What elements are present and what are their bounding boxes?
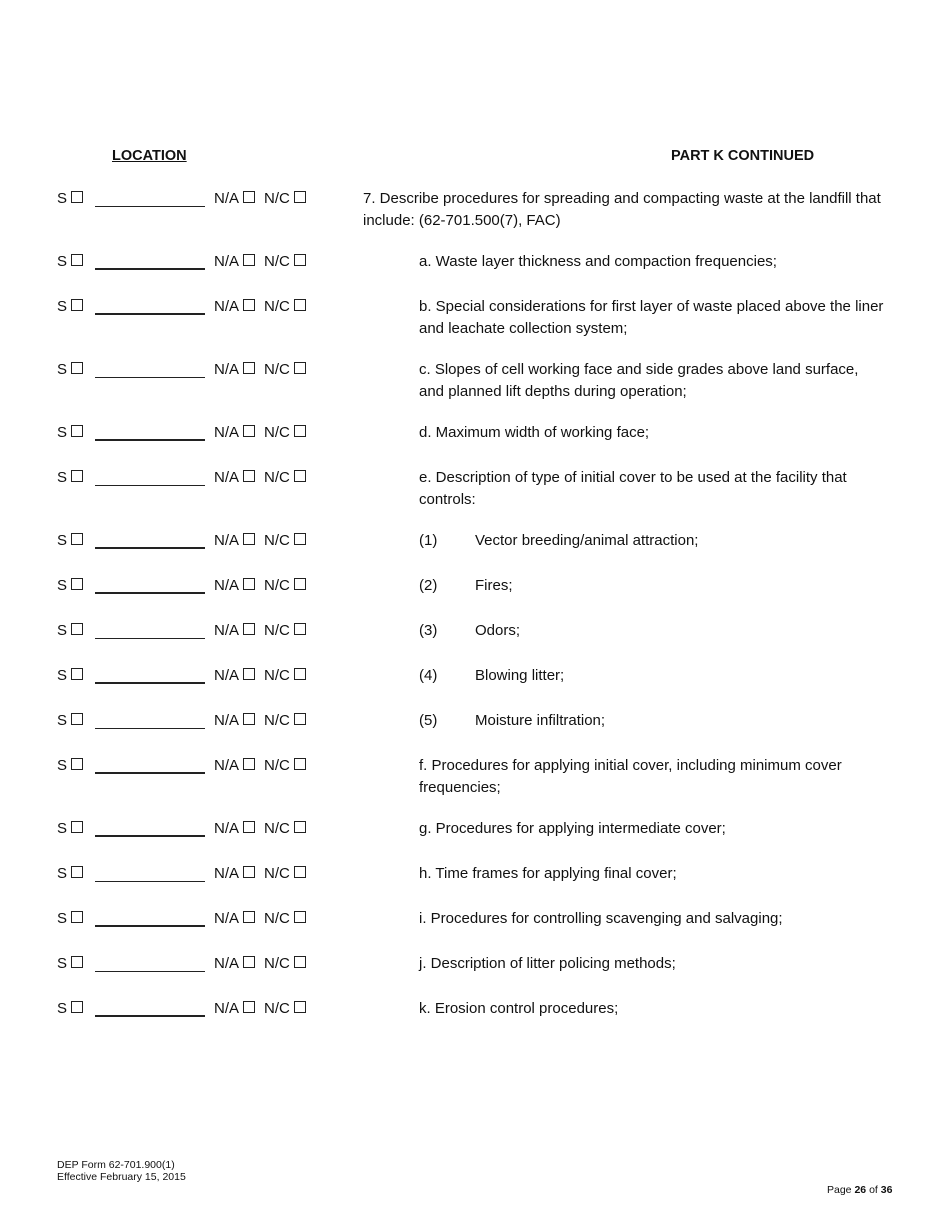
row-controls [57,710,306,730]
location-field[interactable] [95,756,205,774]
item-text: h. Time frames for applying final cover; [419,865,677,882]
s-label: S [57,864,68,882]
na-checkbox[interactable] [243,191,255,203]
na-label: N/A [214,468,240,486]
s-label: S [57,954,68,972]
item-text: d. Maximum width of working face; [419,424,650,441]
item-text: i. Procedures for controlling scavenging and salvaging; [419,910,783,927]
page-of: of [869,1184,878,1196]
s-checkbox[interactable] [71,578,83,590]
s-checkbox[interactable] [71,821,83,833]
item-text: 7. Describe procedures for spreading and compacting waste at the landfill that include: (62-701.500(7), FAC) [363,190,881,229]
nc-label: N/C [264,189,290,207]
location-field[interactable] [95,361,205,378]
row-controls [57,818,306,838]
item-text: Moisture infiltration; [475,712,606,729]
nc-checkbox[interactable] [294,911,306,923]
nc-checkbox[interactable] [294,668,306,680]
nc-label: N/C [264,909,290,927]
row-controls [57,665,306,685]
na-checkbox[interactable] [243,425,255,437]
row-controls [57,422,306,442]
na-label: N/A [214,621,240,639]
s-checkbox[interactable] [71,623,83,635]
location-field[interactable] [95,666,205,684]
item-text: k. Erosion control procedures; [419,1000,619,1017]
s-checkbox[interactable] [71,533,83,545]
row-controls [57,467,306,487]
s-checkbox[interactable] [71,956,83,968]
item-number: (2) [419,577,438,594]
na-checkbox[interactable] [243,533,255,545]
nc-checkbox[interactable] [294,623,306,635]
na-label: N/A [214,252,240,270]
na-label: N/A [214,954,240,972]
item-text: Fires; [475,577,513,594]
location-field[interactable] [95,999,205,1017]
location-field[interactable] [95,576,205,594]
s-label: S [57,756,68,774]
s-checkbox[interactable] [71,866,83,878]
page-current: 26 [854,1184,867,1196]
item-text: Vector breeding/animal attraction; [475,532,699,549]
row-controls [57,755,306,775]
item-text: e. Description of type of initial cover to be used at the facility that controls: [419,469,847,508]
nc-label: N/C [264,621,290,639]
nc-label: N/C [264,360,290,378]
nc-checkbox[interactable] [294,578,306,590]
nc-checkbox[interactable] [294,362,306,374]
location-field[interactable] [95,423,205,441]
nc-checkbox[interactable] [294,821,306,833]
na-checkbox[interactable] [243,758,255,770]
nc-label: N/C [264,468,290,486]
na-checkbox[interactable] [243,1001,255,1013]
item-text: Blowing litter; [475,667,565,684]
item-text: g. Procedures for applying intermediate cover; [419,820,726,837]
na-checkbox[interactable] [243,362,255,374]
item-text: f. Procedures for applying initial cover, including minimum cover frequencies; [419,757,842,796]
na-checkbox[interactable] [243,299,255,311]
location-field[interactable] [95,819,205,837]
nc-checkbox[interactable] [294,254,306,266]
page-total: 36 [880,1184,893,1196]
s-label: S [57,252,68,270]
location-field[interactable] [95,190,205,207]
s-checkbox[interactable] [71,668,83,680]
item-number: (3) [419,622,438,639]
na-label: N/A [214,576,240,594]
nc-label: N/C [264,954,290,972]
na-checkbox[interactable] [243,713,255,725]
s-label: S [57,423,68,441]
location-field[interactable] [95,865,205,882]
s-checkbox[interactable] [71,470,83,482]
na-label: N/A [214,297,240,315]
na-label: N/A [214,666,240,684]
effective-date: Effective February 15, 2015 [57,1171,186,1183]
nc-label: N/C [264,999,290,1017]
location-field[interactable] [95,955,205,972]
nc-checkbox[interactable] [294,956,306,968]
nc-checkbox[interactable] [294,299,306,311]
nc-checkbox[interactable] [294,1001,306,1013]
row-controls [57,620,306,640]
s-label: S [57,576,68,594]
s-checkbox[interactable] [71,911,83,923]
s-checkbox[interactable] [71,362,83,374]
item-text: j. Description of litter policing methods; [419,955,676,972]
row-controls [57,188,306,208]
row-controls [57,296,306,316]
s-label: S [57,711,68,729]
nc-checkbox[interactable] [294,470,306,482]
nc-label: N/C [264,711,290,729]
page-number [827,1184,892,1196]
nc-checkbox[interactable] [294,191,306,203]
s-checkbox[interactable] [71,758,83,770]
row-controls [57,953,306,973]
s-checkbox[interactable] [71,1001,83,1013]
item-text: c. Slopes of cell working face and side grades above land surface, and planned lift depths during operation; [419,361,859,400]
item-text: a. Waste layer thickness and compaction frequencies; [419,253,777,270]
row-controls [57,575,306,595]
na-label: N/A [214,360,240,378]
item-text: b. Special considerations for first layer of waste placed above the liner and leachate collection system; [419,298,884,337]
na-checkbox[interactable] [243,578,255,590]
s-label: S [57,819,68,837]
s-checkbox[interactable] [71,299,83,311]
item-number: (1) [419,532,438,549]
s-label: S [57,621,68,639]
item-number: (5) [419,712,438,729]
s-checkbox[interactable] [71,254,83,266]
location-field[interactable] [95,252,205,270]
nc-label: N/C [264,576,290,594]
nc-label: N/C [264,252,290,270]
na-label: N/A [214,909,240,927]
row-controls [57,251,306,271]
na-checkbox[interactable] [243,821,255,833]
nc-checkbox[interactable] [294,533,306,545]
row-controls [57,908,306,928]
na-checkbox[interactable] [243,956,255,968]
na-label: N/A [214,711,240,729]
location-field[interactable] [95,712,205,729]
na-checkbox[interactable] [243,866,255,878]
na-checkbox[interactable] [243,623,255,635]
row-controls [57,863,306,883]
na-checkbox[interactable] [243,254,255,266]
nc-label: N/C [264,756,290,774]
location-field[interactable] [95,469,205,486]
na-label: N/A [214,819,240,837]
s-label: S [57,189,68,207]
na-checkbox[interactable] [243,668,255,680]
nc-label: N/C [264,819,290,837]
s-label: S [57,999,68,1017]
s-checkbox[interactable] [71,191,83,203]
nc-checkbox[interactable] [294,758,306,770]
s-label: S [57,297,68,315]
row-controls [57,359,306,379]
item-text: Odors; [475,622,521,639]
s-label: S [57,909,68,927]
location-field[interactable] [95,531,205,549]
na-label: N/A [214,999,240,1017]
s-label: S [57,468,68,486]
na-label: N/A [214,189,240,207]
nc-label: N/C [264,666,290,684]
location-field[interactable] [95,909,205,927]
na-checkbox[interactable] [243,911,255,923]
location-field[interactable] [95,297,205,315]
na-label: N/A [214,864,240,882]
nc-label: N/C [264,423,290,441]
s-label: S [57,360,68,378]
location-field[interactable] [95,622,205,639]
s-checkbox[interactable] [71,425,83,437]
row-controls [57,530,306,550]
na-label: N/A [214,756,240,774]
location-header: LOCATION [112,148,187,164]
form-number: DEP Form 62-701.900(1) [57,1159,175,1171]
page-prefix: Page [827,1184,852,1196]
nc-label: N/C [264,297,290,315]
nc-checkbox[interactable] [294,713,306,725]
row-controls [57,998,306,1018]
item-number: (4) [419,667,438,684]
na-checkbox[interactable] [243,470,255,482]
na-label: N/A [214,531,240,549]
na-label: N/A [214,423,240,441]
part-header: PART K CONTINUED [671,148,815,164]
nc-label: N/C [264,531,290,549]
s-checkbox[interactable] [71,713,83,725]
s-label: S [57,531,68,549]
s-label: S [57,666,68,684]
nc-label: N/C [264,864,290,882]
nc-checkbox[interactable] [294,425,306,437]
nc-checkbox[interactable] [294,866,306,878]
form-footer [57,1159,186,1183]
